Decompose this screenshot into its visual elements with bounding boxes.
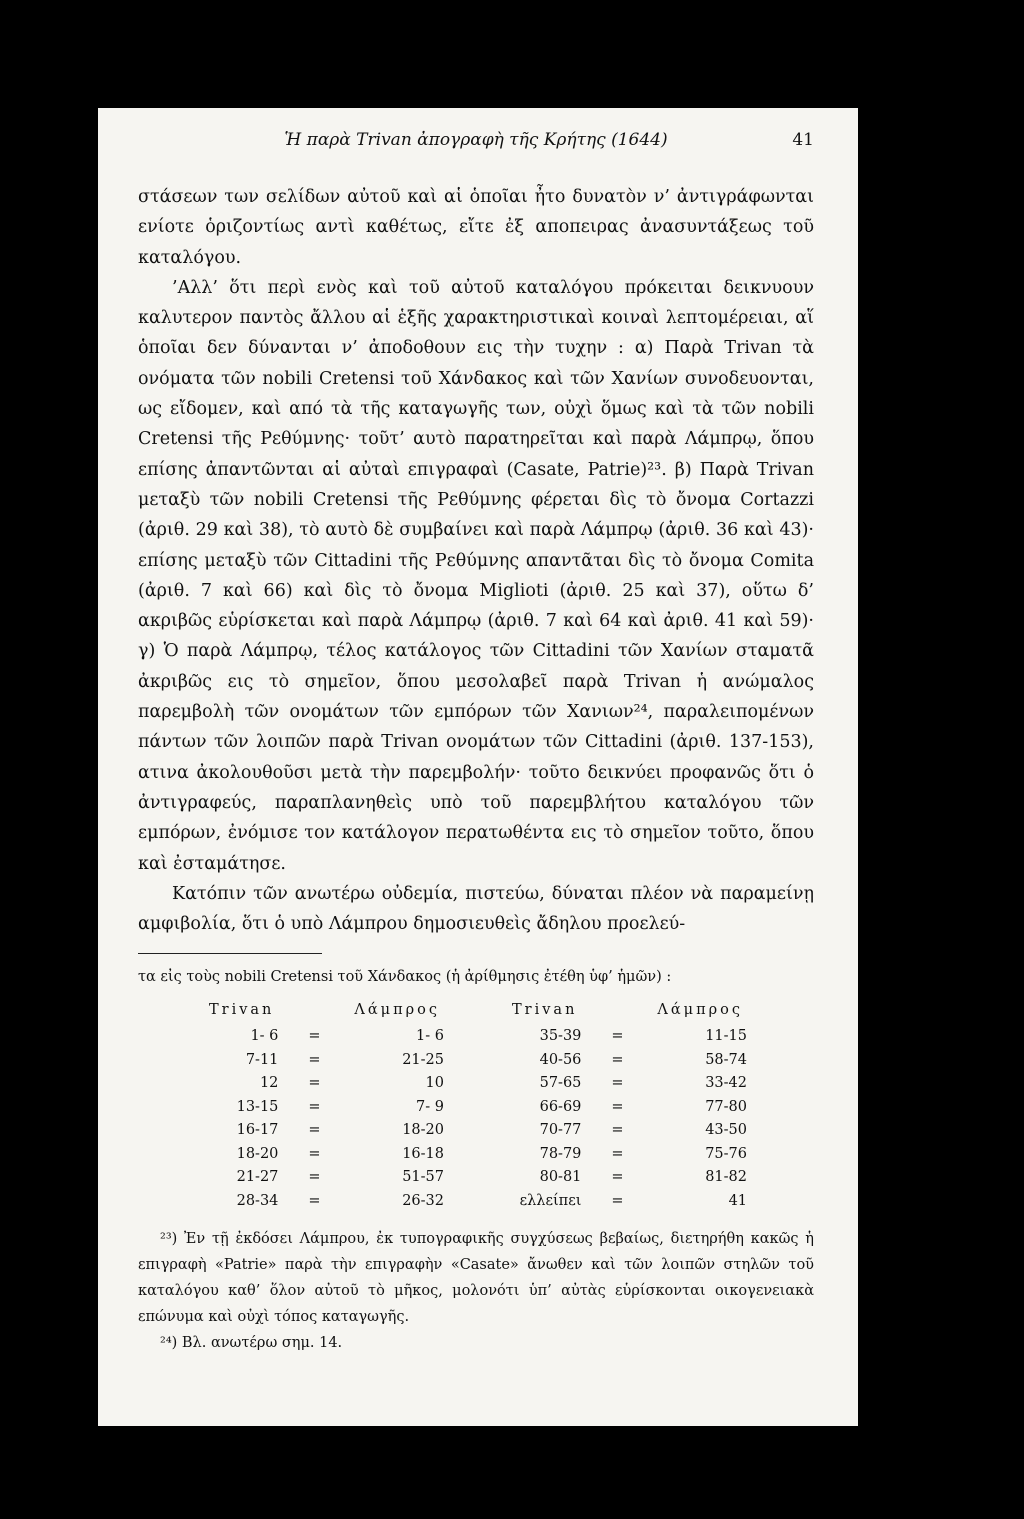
trivan-range-cell: 66-69 (539, 1098, 582, 1115)
lampros-range-cell: 18-20 (402, 1122, 444, 1139)
lampros-range-cell: 7- 9 (416, 1098, 444, 1115)
trivan-range-cell: 35-39 (539, 1028, 582, 1045)
footnote-24: ²⁴) Βλ. ανωτέρω σημ. 14. (160, 1335, 343, 1352)
trivan-range-cell: 7-11 (245, 1051, 279, 1068)
book-page (98, 108, 858, 1426)
lampros-range-cell: 58-74 (705, 1051, 748, 1068)
table-row (197, 1142, 755, 1166)
paragraph-1: στάσεων των σελίδων αὐτοῦ καὶ αἱ ὁποῖαι ἦτο δυνατὸν ν’ ἀντιγράφωνται ενίοτε ὁριζοντίως αντὶ καθέτως, εἴτε ἐξ αποπειρας ἀνασυντάξεως τοῦ καταλόγου. (138, 187, 814, 268)
equals-sign: = (611, 1122, 624, 1139)
footnote-continuation: τα εἰς τοὺς nobili Cretensi τοῦ Χάνδακος (ἡ ἀρίθμησις ἐτέθη ὑφ’ ἡμῶν) : (138, 969, 672, 986)
table-row (197, 1189, 755, 1213)
trivan-range-cell: 40-56 (539, 1051, 582, 1068)
trivan-range-cell: 70-77 (539, 1122, 582, 1139)
table-row (197, 1095, 755, 1119)
table-row (197, 1048, 755, 1072)
equals-sign: = (308, 1169, 321, 1186)
column-gap (452, 1118, 500, 1142)
lampros-range-cell: 11-15 (705, 1028, 748, 1045)
page-content (138, 130, 814, 1356)
equals-sign: = (308, 1098, 321, 1115)
trivan-range-cell: 78-79 (539, 1145, 582, 1162)
footnote-23: ²³) Ἐν τῇ ἐκδόσει Λάμπρου, ἐκ τυπογραφικῆς συγχύσεως βεβαίως, διετηρήθη κακῶς ἡ επιγραφὴ «Patrie» παρὰ τὴν επιγραφὴν «Casate» ἄνωθεν καὶ τῶν λοιπῶν στηλῶν τοῦ καταλόγου καθ’ ὅλον αὐτοῦ τὸ μῆκος, μολονότι ὑπ’ αὐτὰς εὑρίσκονται οικογενειακὰ επώνυμα καὶ οὐχὶ τόπος καταγωγῆς. (138, 1231, 814, 1326)
lampros-range-cell: 41 (728, 1192, 748, 1209)
equals-sign: = (308, 1028, 321, 1045)
column-gap (452, 1142, 500, 1166)
col-header-trivan-2: Trivan (512, 1002, 578, 1019)
lampros-range-cell: 1- 6 (416, 1028, 444, 1045)
main-text (138, 182, 814, 939)
col-header-lampros-2: Λάμπρος (657, 1002, 744, 1019)
trivan-range-cell: 57-65 (539, 1075, 582, 1092)
equals-sign: = (308, 1075, 321, 1092)
equals-sign: = (611, 1169, 624, 1186)
column-gap (452, 1165, 500, 1189)
trivan-range-cell: 12 (259, 1075, 279, 1092)
trivan-range-cell: 16-17 (236, 1122, 279, 1139)
column-gap (452, 1024, 500, 1048)
concordance-table (197, 1000, 755, 1212)
lampros-range-cell: 21-25 (402, 1051, 444, 1068)
lampros-range-cell: 81-82 (705, 1169, 748, 1186)
column-gap (452, 1071, 500, 1095)
equals-sign: = (308, 1051, 321, 1068)
running-title: Ἡ παρὰ Trivan ἀπογραφὴ τῆς Κρήτης (1644) (284, 130, 668, 150)
concordance-header-row (197, 1000, 755, 1024)
running-header (138, 130, 814, 160)
lampros-range-cell: 51-57 (402, 1169, 444, 1186)
table-row (197, 1024, 755, 1048)
trivan-range-cell: 28-34 (236, 1192, 279, 1209)
footnote-rule (138, 953, 322, 954)
column-gap (452, 1095, 500, 1119)
column-gap (452, 1189, 500, 1213)
lampros-range-cell: 43-50 (705, 1122, 748, 1139)
equals-sign: = (611, 1075, 624, 1092)
table-row (197, 1071, 755, 1095)
lampros-range-cell: 16-18 (402, 1145, 444, 1162)
lampros-range-cell: 75-76 (705, 1145, 748, 1162)
equals-sign: = (611, 1192, 624, 1209)
equals-sign: = (611, 1051, 624, 1068)
equals-sign: = (308, 1122, 321, 1139)
table-row (197, 1118, 755, 1142)
lampros-range-cell: 26-32 (402, 1192, 444, 1209)
page-number: 41 (792, 130, 814, 150)
paragraph-2: ’Αλλ’ ὅτι περὶ ενὸς καὶ τοῦ αὐτοῦ καταλόγου πρόκειται δεικνυουν καλυτερον παντὸς ἄλλου αἱ ἑξῆς χαρακτηριστικαὶ κοιναὶ λεπτομέρειαι, αἵ ὁποῖαι δεν δύνανται ν’ ἀποδοθουν εις τὴν τυχην : α) Παρὰ Trivan τὰ ονόματα τῶν nobili Cretensi τοῦ Χάνδακος καὶ τῶν Χανίων συνοδευονται, ως εἴδομεν, καὶ από τὰ τῆς καταγωγῆς των, οὐχὶ ὅμως καὶ τὰ τῶν nobili Cretensi τῆς Ρεθύμνης· τοῦτ’ αυτὸ παρατηρεῖται καὶ παρὰ Λάμπρῳ, ὅπου επίσης ἀπαντῶνται αἱ αὐταὶ επιγραφαὶ (Casate, Patrie)²³. β) Παρὰ Trivan μεταξὺ τῶν nobili Cretensi τῆς Ρεθύμνης φέρεται δὶς τὸ ὄνομα Cortazzi (ἀριθ. 29 καὶ 38), τὸ αυτὸ δὲ συμβαίνει καὶ παρὰ Λάμπρῳ (ἀριθ. 36 καὶ 43)· επίσης μεταξὺ τῶν Cittadini τῆς Ρεθύμνης απαντᾶται δὶς τὸ ὄνομα Comita (ἀριθ. 7 καὶ 66) καὶ δὶς τὸ ὄνομα Miglioti (ἀριθ. 25 καὶ 37), οὕτω δ’ ακριβῶς εὑρίσκεται καὶ παρὰ Λάμπρῳ (ἀριθ. 7 καὶ 64 καὶ ἀριθ. 41 καὶ 59)· γ) Ὁ παρὰ Λάμπρῳ, τέλος κατάλογος τῶν Cittadini τῶν Χανίων σταματᾶ ἀκριβῶς εις τὸ σημεῖον, ὅπου μεσολαβεῖ παρὰ Trivan ἡ ανώμαλος παρεμβολὴ τῶν ονομάτων τῶν εμπόρων τῶν Χανιων²⁴, παραλειπομένων πάντων τῶν λοιπῶν παρὰ Trivan ονομάτων τῶν Cittadini (ἀριθ. 137-153), ατινα ἀκολουθοῦσι μετὰ τὴν παρεμβολήν· τοῦτο δεικνύει προφανῶς ὅτι ὁ ἀντιγραφεύς, παραπλανηθεὶς υπὸ τοῦ παρεμβλήτου καταλόγου τῶν εμπόρων, ἐνόμισε τον κατάλογον περατωθέντα εις τὸ σημεῖον τοῦτο, ὅπου καὶ ἐσταμάτησε. (138, 277, 814, 874)
equals-sign: = (308, 1192, 321, 1209)
col-header-lampros-1: Λάμπρος (354, 1002, 440, 1019)
column-gap (452, 1048, 500, 1072)
table-row (197, 1165, 755, 1189)
trivan-range-cell: 1- 6 (250, 1028, 279, 1045)
equals-sign: = (611, 1028, 624, 1045)
equals-sign: = (308, 1145, 321, 1162)
equals-sign: = (611, 1145, 624, 1162)
concordance-body (197, 1024, 755, 1212)
trivan-range-cell: 18-20 (236, 1145, 279, 1162)
trivan-range-cell: 21-27 (236, 1169, 279, 1186)
col-header-trivan-1: Trivan (208, 1002, 275, 1019)
trivan-range-cell: 80-81 (539, 1169, 582, 1186)
lampros-range-cell: 10 (425, 1075, 444, 1092)
paragraph-3: Κατόπιν τῶν ανωτέρω οὐδεμία, πιστεύω, δύναται πλέον νὰ παραμείνῃ αμφιβολία, ὅτι ὁ υπὸ Λάμπρου δημοσιευθεὶς ἄδηλου προελεύ- (138, 883, 814, 935)
trivan-range-cell: ελλείπει (519, 1192, 582, 1209)
trivan-range-cell: 13-15 (236, 1098, 279, 1115)
footnotes (138, 1226, 814, 1356)
equals-sign: = (611, 1098, 624, 1115)
lampros-range-cell: 77-80 (705, 1098, 748, 1115)
lampros-range-cell: 33-42 (705, 1075, 748, 1092)
